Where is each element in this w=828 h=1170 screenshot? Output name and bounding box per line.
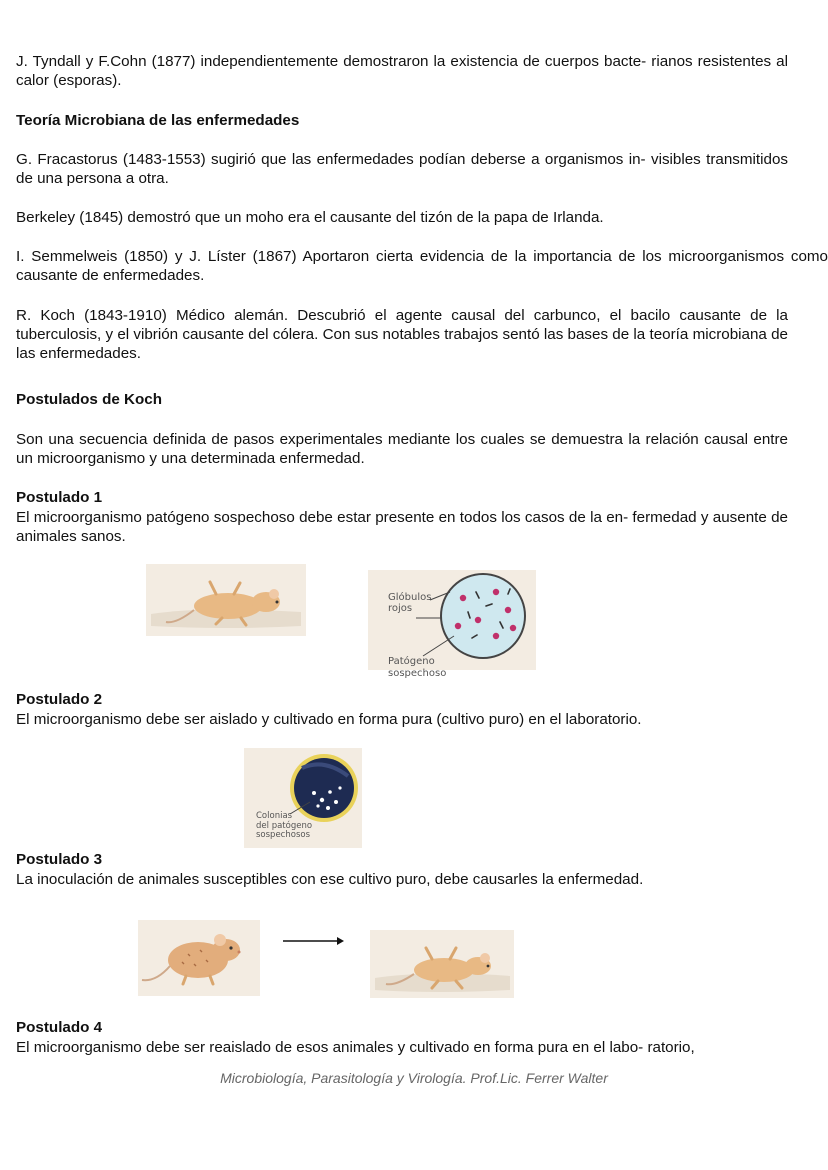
postulado-3-title: Postulado 3 — [16, 851, 103, 868]
postulado-1-title: Postulado 1 — [16, 489, 103, 506]
postulado-1-text: El microorganismo patógeno sospechoso debe estar presente en todos los casos de la en- fermedad y ausente de animales sanos. — [16, 509, 788, 545]
label-globulos-line2: rojos — [388, 603, 413, 614]
label-colonias-line3: sospechosos — [256, 830, 311, 840]
postulado-3-text: La inoculación de animales susceptibles con ese cultivo puro, debe causarles la enfermedad. — [16, 871, 644, 888]
label-patogeno-line1: Patógeno — [388, 656, 435, 667]
petri-dish-figure — [244, 748, 362, 853]
label-patogeno-sospechoso — [388, 656, 446, 680]
label-colonias-line1: Colonias — [256, 811, 293, 821]
label-patogeno-line2: sospechoso — [388, 668, 447, 679]
label-globulos-rojos — [388, 592, 431, 614]
arrow-icon — [283, 934, 345, 953]
postulado-4-title: Postulado 4 — [16, 1019, 103, 1036]
postulado-4-text: El microorganismo debe ser reaislado de esos animales y cultivado en forma pura en el labo- ratorio, — [16, 1039, 695, 1056]
label-colonias-line2: del patógeno — [256, 820, 313, 831]
paragraph-postulados-intro: Son una secuencia definida de pasos experimentales mediante los cuales se demuestra la relación causal entre un microorganismo y una determinada enfermedad. — [16, 431, 788, 467]
heading-postulados-koch: Postulados de Koch — [16, 391, 162, 408]
paragraph-tyndall: J. Tyndall y F.Cohn (1877) independientemente demostraron la existencia de cuerpos bacte- rianos resistentes al calor (esporas). — [16, 53, 788, 89]
healthy-mouse-figure — [138, 920, 260, 1001]
paragraph-fracastorus: G. Fracastorus (1483-1553) sugirió que las enfermedades podían deberse a organismos in- visibles transmitidos de una persona a otra. — [16, 151, 788, 187]
inoculated-sick-mouse-figure — [370, 930, 514, 1003]
paragraph-berkeley: Berkeley (1845) demostró que un moho era el causante del tizón de la papa de Irlanda. — [16, 209, 604, 226]
paragraph-koch: R. Koch (1843-1910) Médico alemán. Descubrió el agente causal del carbunco, el bacilo causante de la tuberculosis, y el vibrión causante del cólera. Con sus notables trabajos sentó las bases de la teoría microbiana de las enfermedades. — [16, 307, 788, 362]
blood-sample-figure — [368, 570, 536, 691]
heading-teoria-microbiana: Teoría Microbiana de las enfermedades — [16, 112, 300, 129]
postulado-2-title: Postulado 2 — [16, 691, 103, 708]
label-colonias — [256, 812, 312, 841]
page-footer: Microbiología, Parasitología y Virología. Prof.Lic. Ferrer Walter — [220, 1070, 608, 1086]
paragraph-semmelweis: I. Semmelweis (1850) y J. Líster (1867) Aportaron cierta evidencia de la importancia de los microorganismos como causante de enfermedades. — [16, 248, 828, 284]
label-globulos-line1: Glóbulos — [388, 592, 432, 603]
sick-mouse-figure — [146, 564, 306, 641]
postulado-2-text: El microorganismo debe ser aislado y cultivado en forma pura (cultivo puro) en el laboratorio. — [16, 711, 642, 728]
